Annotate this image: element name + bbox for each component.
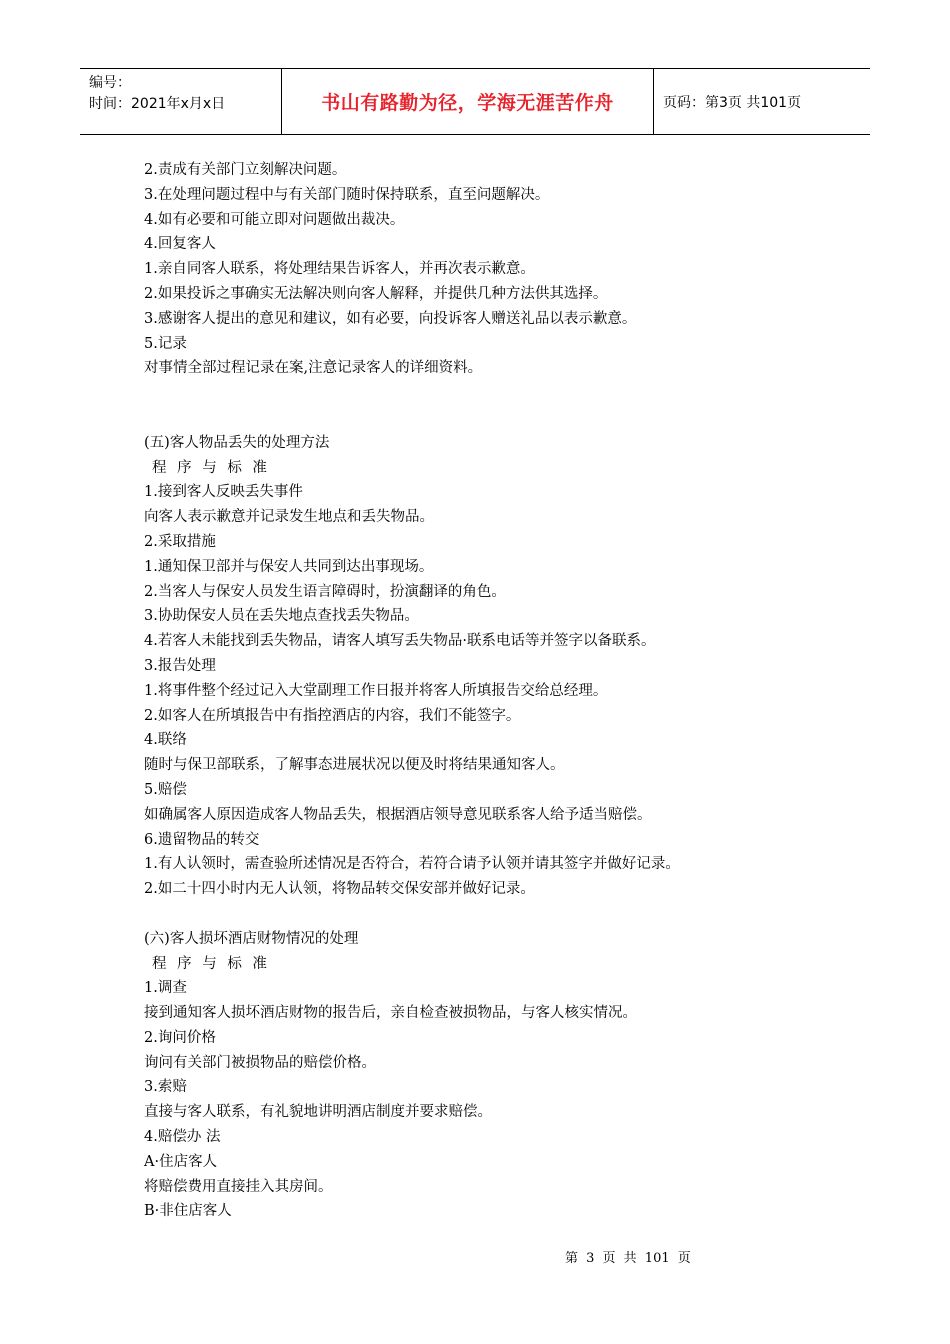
procedure-standard-label: 程 序 与 标 准 (152, 459, 267, 476)
section-heading: 5.赔偿 (144, 781, 187, 798)
body-line: B·非住店客人 (144, 1203, 232, 1220)
body-line: 3.在处理问题过程中与有关部门随时保持联系，直至问题解决。 (144, 186, 550, 203)
page-header (80, 68, 870, 135)
body-line: 1.亲自同客人联系，将处理结果告诉客人，并再次表示歉意。 (144, 261, 535, 278)
body-line: 2.如果投诉之事确实无法解决则向客人解释，并提供几种方法供其选择。 (144, 285, 608, 302)
body-line: 4.如有必要和可能立即对问题做出裁决。 (144, 211, 405, 228)
body-line: 向客人表示歉意并记录发生地点和丢失物品。 (144, 509, 434, 526)
section-heading: 2.采取措施 (144, 533, 216, 550)
chapter-title: (六)客人损坏酒店财物情况的处理 (144, 930, 359, 947)
section-heading: 1.接到客人反映丢失事件 (144, 484, 303, 501)
section-heading: 2.询问价格 (144, 1029, 216, 1046)
section-heading: 5.记录 (144, 335, 187, 352)
body-line: 3.协助保安人员在丢失地点查找丢失物品。 (144, 608, 419, 625)
section-heading: 4.赔偿办 法 (144, 1129, 221, 1146)
document-body (144, 158, 824, 1224)
body-line: 1.将事件整个经过记入大堂副理工作日报并将客人所填报告交给总经理。 (144, 682, 608, 699)
time-label: 时间：2021年x月x日 (89, 96, 226, 112)
body-line: 2.如二十四小时内无人认领，将物品转交保安部并做好记录。 (144, 881, 535, 898)
body-line: 1.有人认领时，需查验所述情况是否符合，若符合请予认领并请其签字并做好记录。 (144, 856, 680, 873)
header-motto: 书山有路勤为径，学海无涯苦作舟 (321, 92, 614, 114)
section-heading: 6.遗留物品的转交 (144, 831, 260, 848)
body-line: 询问有关部门被损物品的赔偿价格。 (144, 1054, 376, 1071)
header-page-code: 页码：第3页 共101页 (663, 94, 802, 111)
section-heading: 1.调查 (144, 980, 187, 997)
section-heading: 3.报告处理 (144, 657, 216, 674)
spacer (144, 902, 824, 927)
chapter-title: (五)客人物品丢失的处理方法 (144, 434, 330, 451)
header-meta-cell (80, 69, 282, 134)
section-heading: 3.索赔 (144, 1079, 187, 1096)
spacer (144, 381, 824, 431)
body-line: 将赔偿费用直接挂入其房间。 (144, 1178, 333, 1195)
body-line: 随时与保卫部联系，了解事态进展状况以便及时将结果通知客人。 (144, 757, 565, 774)
procedure-standard-label: 程 序 与 标 准 (152, 955, 267, 972)
number-label: 编号： (89, 75, 131, 91)
body-line: 3.感谢客人提出的意见和建议，如有必要，向投诉客人赠送礼品以表示歉意。 (144, 310, 637, 327)
body-line: 1.通知保卫部并与保安人共同到达出事现场。 (144, 558, 434, 575)
page-footer: 第 3 页 共 101 页 (565, 1251, 691, 1266)
header-motto-cell (282, 69, 654, 134)
section-heading: 4.回复客人 (144, 236, 216, 253)
body-line: 接到通知客人损坏酒店财物的报告后，亲自检查被损物品，与客人核实情况。 (144, 1005, 637, 1022)
body-line: 2.责成有关部门立刻解决问题。 (144, 162, 347, 178)
body-line: 直接与客人联系，有礼貌地讲明酒店制度并要求赔偿。 (144, 1104, 492, 1121)
body-line: 对事情全部过程记录在案,注意记录客人的详细资料。 (144, 360, 483, 377)
body-line: 4.若客人未能找到丢失物品，请客人填写丢失物品·联系电话等并签字以备联系。 (144, 633, 656, 650)
section-heading: 4.联络 (144, 732, 187, 749)
body-line: 2.当客人与保安人员发生语言障碍时，扮演翻译的角色。 (144, 583, 506, 600)
body-line: 2.如客人在所填报告中有指控酒店的内容，我们不能签字。 (144, 707, 521, 724)
header-page-cell (654, 69, 870, 134)
body-line: 如确属客人原因造成客人物品丢失，根据酒店领导意见联系客人给予适当赔偿。 (144, 806, 652, 823)
body-line: A·住店客人 (144, 1153, 218, 1170)
